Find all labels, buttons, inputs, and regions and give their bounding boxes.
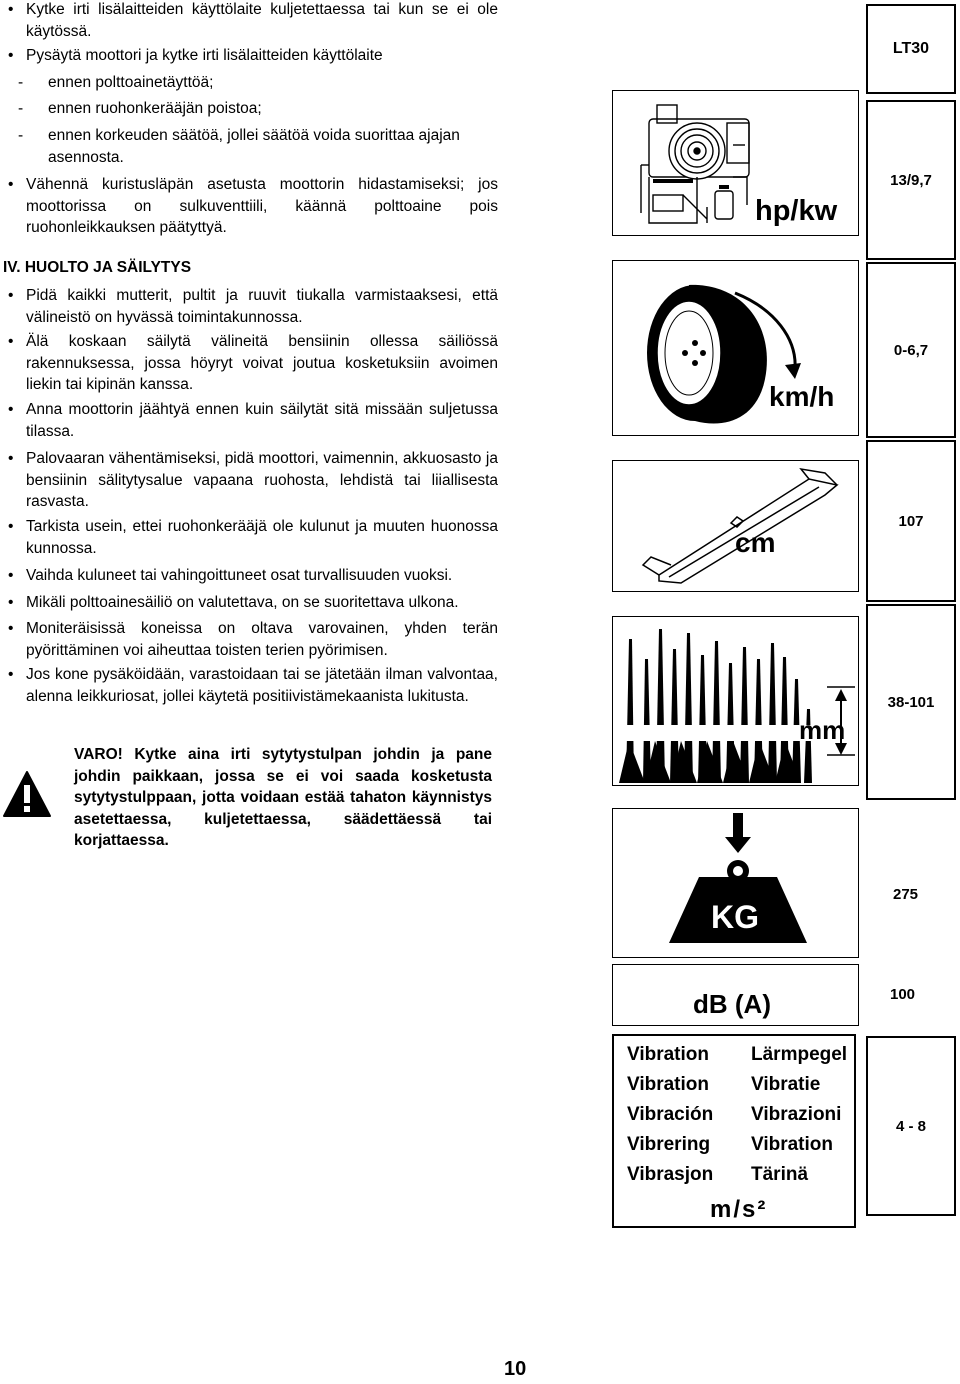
bullet-marker: • [8,620,14,637]
unit-label: cm [735,527,776,558]
bullet-text: Palovaaran vähentämiseksi, pidä moottori, vaimennin, akkuosasto ja bensiinin sälitytysalue vapaana ruohosta, lehdistä tai liiallisesta rasvasta. [26,450,498,510]
bullet-item [8,285,498,328]
vibration-word: Vibration [751,1134,833,1155]
bullet-marker: • [8,333,14,350]
dash-marker: - [18,74,24,91]
dash-item [18,98,488,120]
bullet-marker: • [8,594,14,611]
bullet-text: Jos kone pysäköidään, varastoidaan tai se jätetään ilman valvontaa, alenna leikkuriosat, jollei käytetä positiivistämekaanista lukitusta. [26,666,498,705]
unit-label: KG [711,899,759,935]
bullet-item [8,399,498,442]
dash-item [18,72,488,94]
bullet-text: Kytke irti lisälaitteiden käyttölaite kuljetettaessa tai kun se ei ole käytössä. [26,1,498,40]
bullet-item [8,174,498,239]
warning-triangle-icon [2,770,52,818]
bullet-marker: • [8,567,14,584]
bullet-item [8,516,498,559]
bullet-marker: • [8,450,14,467]
section-heading: IV. HUOLTO JA SÄILYTYS [3,259,192,276]
vibration-word: Lärmpegel [751,1044,848,1065]
weight-cell [612,808,859,958]
vibration-unit: m/s² [710,1196,768,1223]
cutting-height-cell [612,616,859,786]
vibration-row [627,1164,809,1186]
vibration-cell [612,1034,856,1228]
bullet-text: Pysäytä moottori ja kytke irti lisälaitteiden käyttölaite [26,47,383,64]
bullet-text: Vähennä kuristusläpän asetusta moottorin hidastamiseksi; jos moottorissa on sulkuventtiili, käännä polttoaine pois ruohonleikkauksen päätyttyä. [26,176,498,236]
bullet-marker: • [8,1,14,18]
vibration-row [627,1074,821,1096]
dash-text: ennen korkeuden säätöä, jollei säätöä voida suorittaa ajajan asennosta. [48,127,460,166]
bullet-text: Tarkista usein, ettei ruohonkerääjä ole kulunut ja muuten huonossa kunnossa. [26,518,498,557]
vibration-word: Vibrasjon [627,1164,714,1185]
vibration-word: Vibrazioni [751,1104,842,1125]
weight-value: 275 [893,886,919,903]
vibration-row [627,1134,833,1156]
bullet-item [8,592,498,614]
bullet-marker: • [8,518,14,535]
power-value: 13/9,7 [866,100,956,260]
model-name: LT30 [866,4,956,94]
bullet-text: Anna moottorin jäähtyä ennen kuin säilytät sitä missään suljetussa tilassa. [26,401,498,440]
bullet-text: Vaihda kuluneet tai vahingoittuneet osat turvallisuuden vuoksi. [26,567,453,584]
sound-level-cell [612,964,859,1026]
bullet-item [8,565,498,587]
bullet-text: Mikäli polttoainesäiliö on valutettava, on se suoritettava ulkona. [26,594,459,611]
bullet-marker: • [8,401,14,418]
dash-text: ennen ruohonkerääjän poistoa; [48,100,262,117]
bullet-marker: • [8,47,14,64]
cutting-width-value: 107 [866,440,956,602]
engine-icon [627,95,767,235]
unit-label: km/h [769,381,835,412]
bullet-item [8,331,498,396]
page-number: 10 [504,1358,527,1380]
bullet-text: Älä koskaan säilytä välineitä bensiinin ollessa säiliössä rakennuksessa, jossa höyryt voivat joutua kosketuksiin avoimen liekin tai kipinän kanssa. [26,333,498,393]
warning-text: VARO! Kytke aina irti sytytystulpan johdin ja pane johdin paikkaan, jossa se ei voi saada kosketusta sytytystulppaan, jotta voidaan estää tahaton käynnistys asetettaessa, kuljetettaessa, säädettäessä tai korjattaessa. [74,746,492,850]
grass-height-icon [615,619,855,785]
engine-power-cell [612,90,859,236]
bullet-marker: • [8,666,14,683]
vibration-value: 4 - 8 [866,1036,956,1216]
vibration-word: Vibratie [751,1074,821,1095]
bullet-item [8,664,498,707]
dash-marker: - [18,127,24,144]
vibration-word: Vibration [627,1074,709,1095]
cutting-height-value: 38-101 [866,604,956,800]
cutting-width-cell [612,460,859,592]
speed-value: 0-6,7 [866,262,956,438]
bullet-item [8,45,498,67]
unit-label: hp/kw [755,195,838,227]
speed-cell [612,260,859,436]
bullet-marker: • [8,287,14,304]
bullet-item [8,448,498,513]
vibration-word: Vibration [627,1044,709,1065]
vibration-word: Vibrering [627,1134,711,1155]
unit-label: dB (A) [693,989,771,1019]
bullet-marker: • [8,176,14,193]
unit-label: mm [799,715,846,745]
bullet-text: Moniteräisissä koneissa on oltava varovainen, yhden terän pyörittäminen voi aiheuttaa toisten terien pyörimisen. [26,620,498,659]
sound-level-value: 100 [890,986,916,1003]
blade-icon [629,465,849,585]
vibration-row [627,1104,842,1126]
bullet-item [8,618,498,661]
dash-text: ennen polttoainetäyttöä; [48,74,214,91]
bullet-text: Pidä kaikki mutterit, pultit ja ruuvit tiukalla varmistaaksesi, että välineistö on hyvässä toimintakunnossa. [26,287,498,326]
vibration-word: Tärinä [751,1164,809,1185]
dash-marker: - [18,100,24,117]
bullet-item [8,0,498,42]
dash-item [18,125,488,168]
vibration-word: Vibración [627,1104,714,1125]
vibration-row [627,1044,848,1066]
